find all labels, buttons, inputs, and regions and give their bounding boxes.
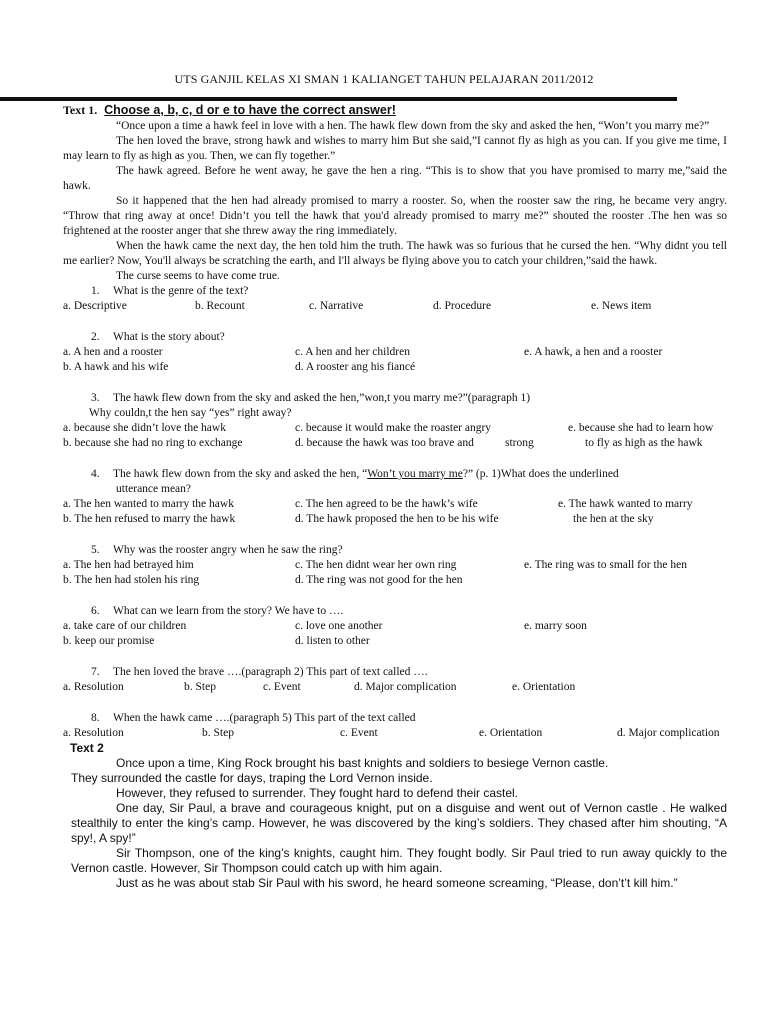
option: e. marry soon (524, 620, 587, 632)
question-text: The hawk flew down from the sky and asked the hen,”won,t you marry me?”(paragraph 1) (113, 392, 531, 404)
question-stem (63, 284, 727, 299)
instruction: Choose a, b, c, d or e to have the correct answer! (104, 103, 396, 117)
option: d. Major complication (354, 681, 457, 693)
question-text: What can we learn from the story? We have to …. (113, 605, 344, 617)
text1-paragraph: “Once upon a time a hawk feel in love with a hen. The hawk flew down from the sky and asked the hen, “Won’t you marry me?” (116, 120, 710, 132)
options-row (63, 634, 727, 649)
option: a. Resolution (63, 727, 124, 739)
question-number: 3. (91, 392, 100, 404)
option: b. because she had no ring to exchange (63, 437, 243, 449)
option: b. Step (202, 727, 234, 739)
option: a. The hen had betrayed him (63, 559, 194, 571)
option: e. because she had to learn how (568, 422, 714, 434)
question-number: 6. (91, 605, 100, 617)
question-1 (63, 284, 727, 314)
text2-paragraph: They surrounded the castle for days, traping the Lord Vernon inside. (71, 771, 433, 785)
option: c. Event (263, 681, 301, 693)
option: e. The ring was to small for the hen (524, 559, 687, 571)
option: a. Resolution (63, 681, 124, 693)
option: d. listen to other (295, 635, 370, 647)
options-row (63, 680, 727, 695)
options-row (63, 512, 727, 527)
text1-paragraph: The curse seems to have come true. (116, 270, 280, 282)
option: c. The hen agreed to be the hawk’s wife (295, 498, 478, 510)
question-subtext: utterance mean? (116, 483, 192, 495)
question-text: What is the genre of the text? (113, 285, 249, 297)
option: e. A hawk, a hen and a rooster (524, 346, 663, 358)
options-row (63, 558, 727, 573)
underlined-utterance: Won’t you marry me (367, 468, 463, 480)
option: d. The ring was not good for the hen (295, 574, 463, 586)
question-stem (63, 543, 727, 558)
text1-heading (63, 103, 727, 119)
question-stem (63, 330, 727, 345)
options-row (63, 497, 727, 512)
option: strong (505, 437, 534, 449)
option: e. Orientation (479, 727, 543, 739)
option: b. Step (184, 681, 216, 693)
option: a. A hen and a rooster (63, 346, 163, 358)
option: b. A hawk and his wife (63, 361, 169, 373)
question-3 (63, 391, 727, 451)
text2-paragraph: However, they refused to surrender. They fought hard to defend their castel. (116, 786, 519, 800)
exam-content (63, 103, 727, 891)
options-row (63, 299, 727, 314)
option: e. Orientation (512, 681, 576, 693)
question-number: 2. (91, 331, 100, 343)
option: b. Recount (195, 300, 245, 312)
option: b. keep our promise (63, 635, 155, 647)
question-stem (63, 391, 727, 406)
text1-paragraph: The hen loved the brave, strong hawk and wishes to marry him But she said,”I cannot fly as high as you can. If you give me time, I may learn to fly as high as you. Then, we can fly together.” (63, 135, 727, 162)
option: c. love one another (295, 620, 383, 632)
question-text: When the hawk came ….(paragraph 5) This part of the text called (113, 712, 416, 724)
question-6 (63, 604, 727, 649)
question-number: 7. (91, 666, 100, 678)
option: b. The hen had stolen his ring (63, 574, 200, 586)
question-5 (63, 543, 727, 588)
text2-paragraph: Sir Thompson, one of the king’s knights, caught him. They fought bodly. Sir Paul tried to run away quickly to the Vernon castle. However, Sir Thompson could catch up with him again. (71, 846, 727, 875)
question-number: 8. (91, 712, 100, 724)
text2-paragraph: One day, Sir Paul, a brave and courageous knight, put on a disguise and went out of Vernon castle . He walked stealthily to enter the king’s camp. However, he was discovered by the king’s soldiers. They chased after him shouting, “A spy!, A spy!” (71, 801, 727, 845)
option: a. take care of our children (63, 620, 187, 632)
options-row (63, 726, 727, 741)
text2-heading: Text 2 (70, 741, 104, 755)
option: c. Event (340, 727, 378, 739)
question-text: Why was the rooster angry when he saw the ring? (113, 544, 343, 556)
question-text-part: ?” (p. 1)What does the underlined (462, 468, 619, 480)
options-row (63, 619, 727, 634)
option: a. because she didn’t love the hawk (63, 422, 226, 434)
option: c. because it would make the roaster angry (295, 422, 492, 434)
option: a. Descriptive (63, 300, 127, 312)
text1-label: Text 1. (63, 103, 98, 117)
options-row (63, 573, 727, 588)
page-title: UTS GANJIL KELAS XI SMAN 1 KALIANGET TAHUN PELAJARAN 2011/2012 (174, 72, 594, 86)
text2-paragraph: Once upon a time, King Rock brought his bast knights and soldiers to besiege Vernon castle. (116, 756, 609, 770)
option: b. The hen refused to marry the hawk (63, 513, 236, 525)
question-8 (63, 711, 727, 741)
option: d. A rooster ang his fiancé (295, 361, 416, 373)
options-row (63, 421, 727, 436)
text2-paragraph: Just as he was about stab Sir Paul with his sword, he heard someone screaming, “Please, don’t’t kill him.” (116, 876, 678, 890)
header-divider (0, 97, 677, 101)
option: c. The hen didnt wear her own ring (295, 559, 457, 571)
text2-body (63, 756, 727, 891)
question-stem (63, 711, 727, 726)
option: c. A hen and her children (295, 346, 410, 358)
option: e. The hawk wanted to marry (558, 498, 693, 510)
question-7 (63, 665, 727, 695)
option: a. The hen wanted to marry the hawk (63, 498, 234, 510)
option: d. The hawk proposed the hen to be his wife (295, 513, 499, 525)
question-stem (63, 604, 727, 619)
options-row (63, 436, 727, 451)
question-number: 5. (91, 544, 100, 556)
option: d. Procedure (433, 300, 492, 312)
options-row (63, 345, 727, 360)
options-row (63, 360, 727, 375)
question-text: What is the story about? (113, 331, 225, 343)
question-text-part: The hawk flew down from the sky and asked the hen, “ (113, 468, 368, 480)
option: d. because the hawk was too brave and (295, 437, 474, 449)
option: the hen at the sky (573, 513, 654, 525)
option: d. Major complication (617, 727, 720, 739)
option: c. Narrative (309, 300, 364, 312)
question-stem (63, 467, 727, 482)
option: to fly as high as the hawk (585, 437, 703, 449)
question-text: The hen loved the brave ….(paragraph 2) This part of text called …. (113, 666, 428, 678)
question-stem (63, 665, 727, 680)
question-4 (63, 467, 727, 527)
text1-paragraph: So it happened that the hen had already promised to marry a rooster. So, when the rooster saw the ring, he became very angry. “Throw that ring away at once! Didn’t you tell the hawk that you'd already promised to marry me?” shouted the rooster .The hen was so frightened at the rooster anger that she threw away the ring immediately. (63, 195, 727, 237)
question-text (113, 468, 619, 480)
question-number: 1. (91, 285, 100, 297)
question-number: 4. (91, 468, 100, 480)
option: e. News item (591, 300, 652, 312)
text1-paragraph: The hawk agreed. Before he went away, he gave the hen a ring. “This is to show that you have promised to marry me,”said the hawk. (63, 165, 727, 192)
question-subtext: Why couldn,t the hen say “yes” right away? (89, 407, 292, 419)
text1-paragraph: When the hawk came the next day, the hen told him the truth. The hawk was so furious that he cursed the hen. “Why didnt you tell me earlier? Now, You'll always be scratching the earth, and I'll always be flying above you to catch your children,”said the hawk. (63, 240, 727, 267)
question-2 (63, 330, 727, 375)
